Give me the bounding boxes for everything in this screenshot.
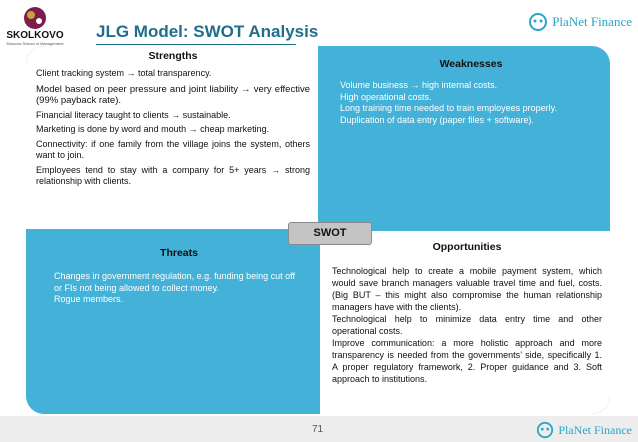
page-number: 71 [312, 424, 324, 435]
weaknesses-heading: Weaknesses [439, 58, 503, 70]
title-underline [96, 44, 296, 45]
skolkovo-wordmark: SKOLKOVO [6, 30, 64, 41]
planet-finance-wordmark: PlaNet Finance [552, 14, 632, 29]
threat-item: Rogue members. [54, 294, 124, 304]
opportunity-item: Improve communication: a more holistic approach and more transparency is needed from the governments’ side, specifically 1. A proper regulatory framework, 2. Proper guidance and 3. Soft approach to institutions. [332, 338, 602, 384]
weakness-item: Volume business → high internal costs. [340, 80, 498, 90]
strength-item: Connectivity: if one family from the village joins the system, others want to join. [36, 138, 310, 160]
strength-item: Client tracking system → total transparency. [36, 68, 212, 78]
strength-item: Financial literacy taught to clients → sustainable. [36, 109, 231, 120]
planet-finance-icon [528, 12, 548, 32]
strengths-quadrant [26, 46, 318, 229]
strength-item: Model based on peer pressure and joint liability → very effective (99% payback rate). [36, 83, 310, 106]
weakness-item: Duplication of data entry (paper files + software). [340, 114, 534, 125]
opportunity-item: Technological help to create a mobile payment system, which would save branch managers valuable travel time and fuel, costs. (Big BUT – this might also compromise the human relationship managers have with the clients). [332, 266, 602, 312]
weaknesses-quadrant [320, 46, 610, 229]
planet-finance-logo [528, 12, 632, 32]
opportunity-item: Technological help to minimize data entry time and other operational costs. [332, 314, 602, 336]
footer-planet-finance-wordmark: PlaNet Finance [558, 422, 632, 437]
opportunities-quadrant [320, 231, 610, 414]
threats-heading: Threats [160, 247, 198, 259]
weakness-item: High operational costs. [340, 91, 432, 102]
strengths-list [36, 68, 310, 188]
swot-center-label: SWOT [288, 222, 372, 245]
skolkovo-subtitle: Moscow School of Management [6, 41, 64, 46]
weaknesses-list [340, 80, 602, 126]
weakness-item: Long training time needed to train employees properly. [340, 103, 557, 113]
strengths-heading: Strengths [148, 50, 198, 62]
threats-quadrant [26, 231, 318, 414]
skolkovo-logo [4, 4, 66, 50]
strength-item: Employees tend to stay with a company for 5+ years → strong relationship with clients. [36, 164, 310, 186]
threats-list [54, 271, 304, 306]
opportunities-heading: Opportunities [432, 241, 502, 253]
footer-planet-finance-logo [536, 421, 632, 439]
strength-item: Marketing is done by word and mouth → cheap marketing. [36, 124, 270, 134]
planet-finance-icon [536, 421, 554, 439]
slide-title: JLG Model: SWOT Analysis [96, 22, 319, 41]
threat-item: Changes in government regulation, e.g. funding being cut off or FIs not being allowed to collect money. [54, 271, 296, 293]
opportunities-list [332, 265, 602, 385]
